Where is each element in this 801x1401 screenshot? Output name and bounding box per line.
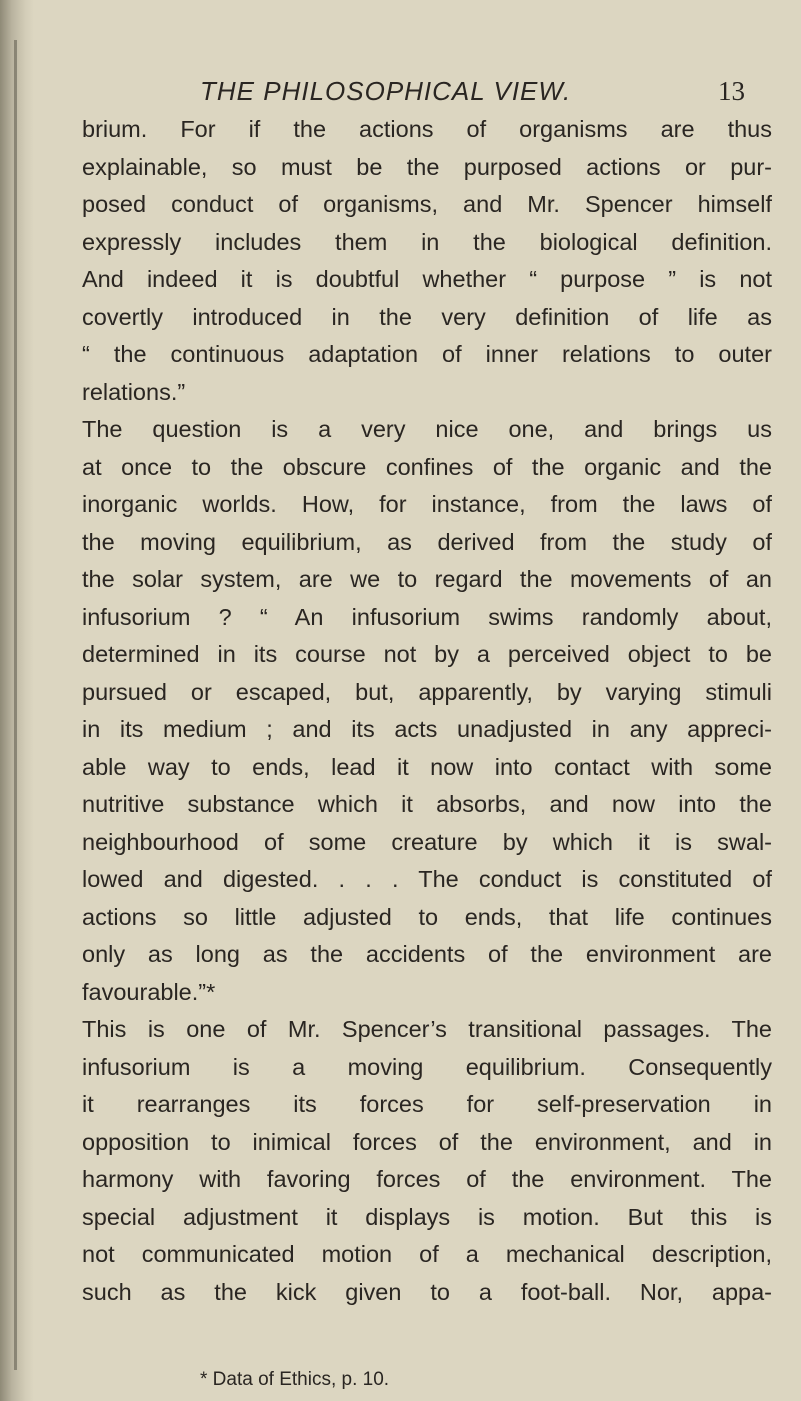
text-line: posed conduct of organisms, and Mr. Spencer himself xyxy=(82,191,772,217)
text-line: such as the kick given to a foot-ball. Nor, appa- xyxy=(82,1278,772,1305)
text-line: at once to the obscure confines of the organic and the xyxy=(82,453,772,480)
text-line: This is one of Mr. Spencer’s transitional passages. The xyxy=(82,1016,772,1042)
text-line: actions so little adjusted to ends, that life continues xyxy=(82,903,772,930)
text-line: And indeed it is doubtful whether “ purpose ” is not xyxy=(82,266,772,292)
text-line: infusorium is a moving equilibrium. Consequently xyxy=(82,1053,772,1080)
page-number: 13 xyxy=(718,76,745,106)
book-spine-shadow xyxy=(0,0,34,1401)
text-line: brium. For if the actions of organisms are thus xyxy=(82,116,772,142)
text-line: the solar system, are we to regard the movements of an xyxy=(82,566,772,592)
text-line: not communicated motion of a mechanical description, xyxy=(82,1241,772,1267)
text-line: determined in its course not by a perceived object to be xyxy=(82,641,772,667)
text-line: inorganic worlds. How, for instance, from the laws of xyxy=(82,491,772,517)
text-line: covertly introduced in the very definition of life as xyxy=(82,303,772,330)
text-line: “ the continuous adaptation of inner relations to outer xyxy=(82,341,772,367)
text-line: only as long as the accidents of the environment are xyxy=(82,941,772,967)
text-line: harmony with favoring forces of the environment. The xyxy=(82,1166,772,1192)
text-line: The question is a very nice one, and brings us xyxy=(82,416,772,442)
text-line: in its medium ; and its acts unadjusted in any appreci- xyxy=(82,716,772,742)
text-line: special adjustment it displays is motion. But this is xyxy=(82,1203,772,1230)
text-line: it rearranges its forces for self-preservation in xyxy=(82,1091,772,1117)
text-line: expressly includes them in the biological definition. xyxy=(82,228,772,255)
text-line: able way to ends, lead it now into contact with some xyxy=(82,753,772,780)
text-line: infusorium ? “ An infusorium swims randomly about, xyxy=(82,603,772,630)
binding-edge xyxy=(14,40,17,1370)
text-line: opposition to inimical forces of the environment, and in xyxy=(82,1128,772,1155)
body-text xyxy=(82,111,772,1311)
text-line: lowed and digested. . . . The conduct is constituted of xyxy=(82,866,772,892)
text-line: explainable, so must be the purposed actions or pur- xyxy=(82,153,772,180)
running-title: THE PHILOSOPHICAL VIEW. xyxy=(200,76,572,106)
text-line: the moving equilibrium, as derived from the study of xyxy=(82,528,772,555)
footnote: * Data of Ethics, p. 10. xyxy=(200,1369,390,1390)
text-line: nutritive substance which it absorbs, and now into the xyxy=(82,791,772,817)
text-line: relations.” xyxy=(82,378,186,405)
text-line: pursued or escaped, but, apparently, by varying stimuli xyxy=(82,678,772,705)
text-line: neighbourhood of some creature by which it is swal- xyxy=(82,828,772,855)
text-line: favourable.”* xyxy=(82,978,216,1005)
